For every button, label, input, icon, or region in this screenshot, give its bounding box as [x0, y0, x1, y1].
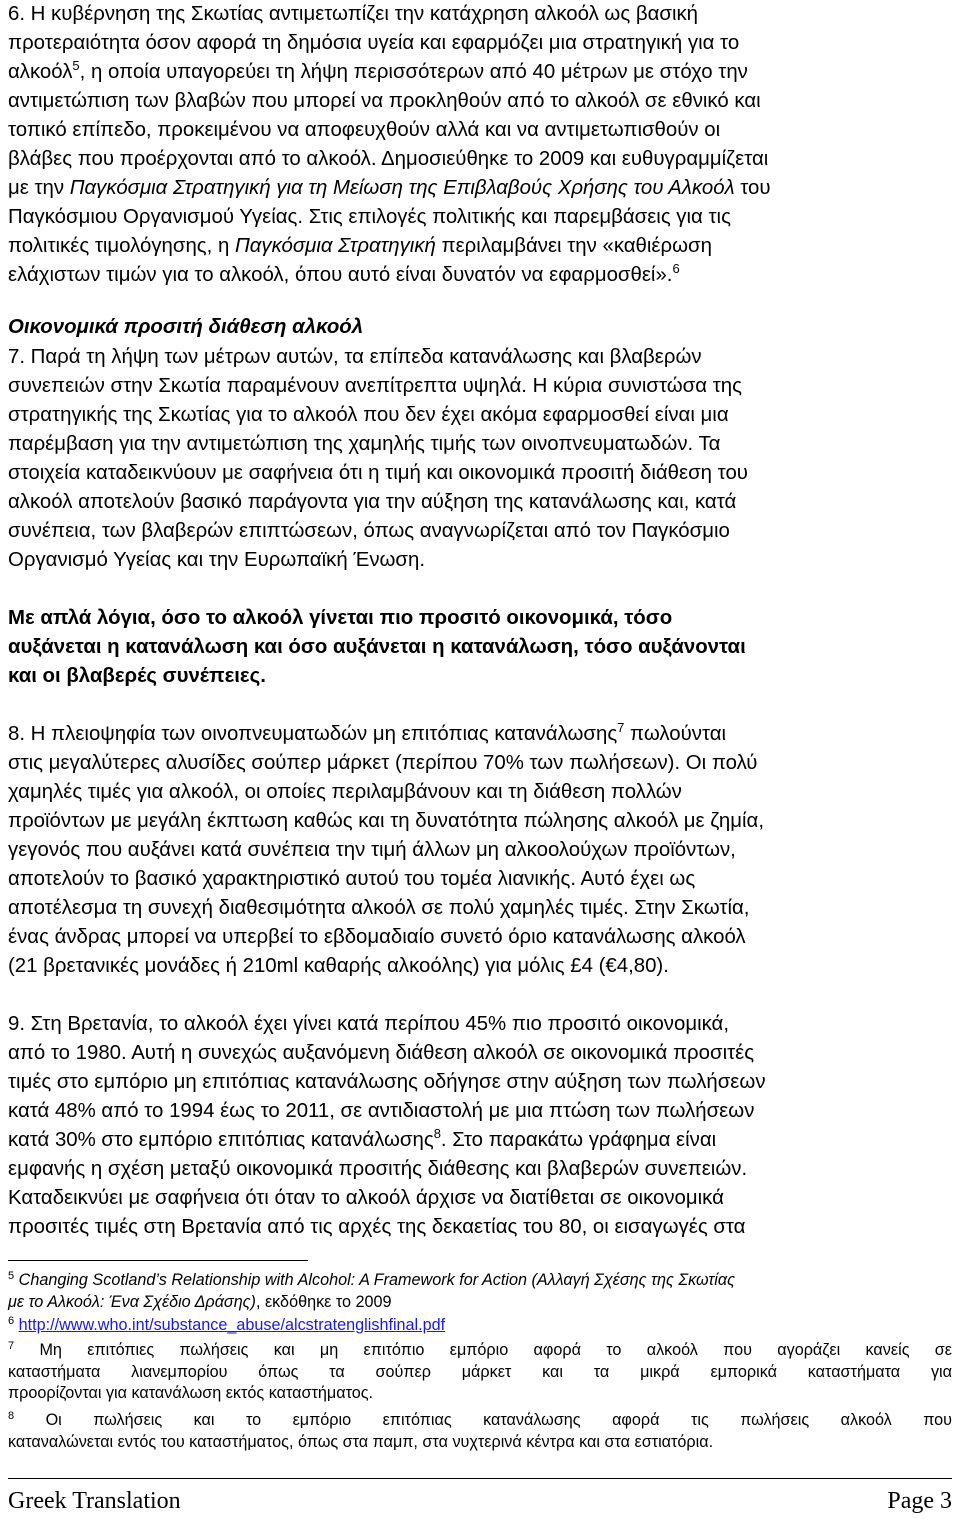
- footnote-number: 6: [8, 1315, 15, 1327]
- text-line: [8, 1270, 952, 1292]
- text-line: στις μεγαλύτερες αλυσίδες σούπερ μάρκετ (περίπου 70% των πωλήσεων). Οι πολύ: [8, 752, 758, 774]
- footer-left: Greek Translation: [8, 1488, 181, 1514]
- section-heading: Οικονομικά προσιτή διάθεση αλκοόλ: [8, 316, 364, 338]
- footnote-ref-5[interactable]: 5: [72, 58, 80, 73]
- paragraph-7: [8, 343, 952, 575]
- text-line: 9. Στη Βρετανία, το αλκοόλ έχει γίνει κατά περίπου 45% πιο προσιτό οικονομικά,: [8, 1013, 729, 1035]
- text-line: ένας άνδρας μπορεί να υπερβεί το εβδομαδιαίο συνετό όριο κατανάλωσης αλκοόλ: [8, 926, 746, 948]
- text-span: κατά 30% στο εμπόριο επιτόπιας κατανάλωσης: [8, 1129, 434, 1151]
- text-span: με την: [8, 177, 65, 199]
- footnote-title: Changing Scotland’s Relationship with Alcohol: A Framework for Action (Αλλαγή Σχέσης της Σκωτίας: [18, 1271, 735, 1289]
- text-line: [8, 58, 952, 87]
- text-line: Οργανισμό Υγείας και την Ευρωπαϊκή Ένωση.: [8, 549, 426, 571]
- text-line: [8, 174, 952, 203]
- text-line: γεγονός που αυξάνει κατά συνέπεια την τιμή άλλων μη αλκοολούχων προϊόντων,: [8, 839, 736, 861]
- text-line: [8, 261, 952, 290]
- footer-divider: [8, 1478, 952, 1479]
- text-span: , η οποία υπαγορεύει τη λήψη περισσότερων από 40 μέτρων με στόχο την: [79, 61, 748, 83]
- footnote-ref-8[interactable]: 8: [433, 1126, 441, 1141]
- strategy-title: Παγκόσμια Στρατηγική για τη Μείωση της Επιβλαβούς Χρήσης του Αλκοόλ: [69, 177, 735, 199]
- footnote-ref-6[interactable]: 6: [672, 261, 680, 276]
- text-line: χαμηλές τιμές για αλκοόλ, οι οποίες περιλαμβάνουν και τη διάθεση πολλών: [8, 781, 682, 803]
- paragraph-6: [8, 0, 952, 290]
- page-number: Page 3: [887, 1488, 952, 1514]
- text-line: προτεραιότητα όσον αφορά τη δημόσια υγεία και εφαρμόζει μια στρατηγική για το: [8, 32, 740, 54]
- footnote-number: 5: [8, 1270, 15, 1282]
- text-span: Οι πωλήσεις και το εμπόριο επιτόπιας κατανάλωσης αφορά τις πωλήσεις αλκοόλ που: [45, 1411, 953, 1429]
- text-line: (21 βρετανικές μονάδες ή 210ml καθαρής αλκοόλης) για μόλις £4 (€4,80).: [8, 955, 669, 977]
- text-span: περιλαμβάνει την «καθιέρωση: [441, 235, 712, 257]
- footnote-8: [8, 1410, 952, 1453]
- text-line: τιμές στο εμπόριο μη επιτόπιας κατανάλωσης οδήγησε στην αύξηση των πωλήσεων: [8, 1071, 766, 1093]
- footnote-number: 7: [8, 1340, 15, 1352]
- text-line: αντιμετώπιση των βλαβών που μπορεί να προκληθούν από το αλκοόλ σε εθνικό και: [8, 90, 761, 112]
- footnote-7: [8, 1340, 952, 1405]
- text-line: [8, 1340, 952, 1362]
- text-line: προϊόντων με μεγάλη έκπτωση καθώς και τη δυνατότητα πώλησης αλκοόλ με ζημία,: [8, 810, 765, 832]
- text-span: του: [740, 177, 771, 199]
- text-line: στρατηγικής της Σκωτίας για το αλκοόλ που δεν έχει ακόμα εφαρμοσθεί είναι μια: [8, 404, 729, 426]
- text-line: Παγκόσμιου Οργανισμού Υγείας. Στις επιλογές πολιτικής και παρεμβάσεις για τις: [8, 206, 731, 228]
- footnote-divider: [8, 1260, 308, 1261]
- text-line: αποτέλεσμα τη συνεχή διαθεσιμότητα αλκοόλ σε πολύ χαμηλές τιμές. Στην Σκωτία,: [8, 897, 750, 919]
- text-line: [8, 232, 952, 261]
- text-span: πολιτικές τιμολόγησης, η: [8, 235, 230, 257]
- text-line: και οι βλαβερές συνέπειες.: [8, 665, 266, 687]
- text-line: 7. Παρά τη λήψη των μέτρων αυτών, τα επίπεδα κατανάλωσης και βλαβερών: [8, 346, 702, 368]
- text-line: [8, 1292, 952, 1314]
- bold-statement: [8, 604, 952, 691]
- text-line: βλάβες που προέρχονται από το αλκοόλ. Δημοσιεύθηκε το 2009 και ευθυγραμμίζεται: [8, 148, 769, 170]
- text-span: αλκοόλ: [8, 61, 73, 83]
- text-line: συνεπειών στην Σκωτία παραμένουν ανεπίτρεπτα υψηλά. Η κύρια συνιστώσα της: [8, 375, 742, 397]
- text-span: πωλούνται: [624, 723, 727, 745]
- text-line: κατά 48% από το 1994 έως το 2011, σε αντιδιαστολή με μια πτώση των πωλήσεων: [8, 1100, 755, 1122]
- text-span: ελάχιστων τιμών για το αλκοόλ, όπου αυτό είναι δυνατόν να εφαρμοσθεί».: [8, 264, 673, 286]
- footnote-5: [8, 1270, 952, 1313]
- text-line: εμφανής η σχέση μεταξύ οικονομικά προσιτής διάθεσης και βλαβερών συνεπειών.: [8, 1158, 748, 1180]
- text-line: αποτελούν το βασικό χαρακτηριστικό αυτού του τομέα λιανικής. Αυτό έχει ως: [8, 868, 696, 890]
- paragraph-8: [8, 720, 952, 981]
- text-line: [8, 1315, 952, 1337]
- text-line: αυξάνεται η κατανάλωση και όσο αυξάνεται η κατανάλωση, τόσο αυξάνονται: [8, 636, 746, 658]
- footnote-ref-7[interactable]: 7: [617, 720, 625, 735]
- text-line: προσιτές τιμές στη Βρετανία από τις αρχές της δεκαετίας του 80, οι εισαγωγές στα: [8, 1216, 746, 1238]
- text-line: παρέμβαση για την αντιμετώπιση της χαμηλής τιμής των οινοπνευματωδών. Τα: [8, 433, 721, 455]
- text-span: 8. Η πλειοψηφία των οινοπνευματωδών μη επιτόπιας κατανάλωσης: [8, 723, 618, 745]
- strategy-title-short: Παγκόσμια Στρατηγική: [234, 235, 436, 257]
- text-line: [8, 1126, 952, 1155]
- text-line: Καταδεικνύει με σαφήνεια ότι όταν το αλκοόλ άρχισε να διατίθεται σε οικονομικά: [8, 1187, 724, 1209]
- text-span: Μη επιτόπιες πωλήσεις και μη επιτόπιο εμπόριο αφορά το αλκοόλ που αγοράζει κανείς σε: [39, 1341, 953, 1359]
- text-line: 6. Η κυβέρνηση της Σκωτίας αντιμετωπίζει την κατάχρηση αλκοόλ ως βασική: [8, 3, 699, 25]
- who-strategy-link[interactable]: http://www.who.int/substance_abuse/alcstratenglishfinal.pdf: [18, 1316, 446, 1334]
- text-line: τοπικό επίπεδο, προκειμένου να αποφευχθούν αλλά και να αντιμετωπισθούν οι: [8, 119, 721, 141]
- text-line: καταστήματα λιανεμπορίου όπως τα σούπερ μάρκετ και τα μικρά εμπορικά καταστήματα για: [8, 1362, 952, 1381]
- text-line: [8, 720, 952, 749]
- text-line: στοιχεία καταδεικνύουν με σαφήνεια ότι η τιμή και οικονομικά προσιτή διάθεση του: [8, 462, 748, 484]
- text-line: Με απλά λόγια, όσο το αλκοόλ γίνεται πιο προσιτό οικονομικά, τόσο: [8, 607, 673, 629]
- text-line: από το 1980. Αυτή η συνεχώς αυξανόμενη διάθεση αλκοόλ σε οικονομικά προσιτές: [8, 1042, 755, 1064]
- footnote-6: [8, 1315, 952, 1337]
- footnote-title: με το Αλκοόλ: Ένα Σχέδιο Δράσης): [8, 1292, 256, 1311]
- text-span: . Στο παρακάτω γράφημα είναι: [440, 1129, 717, 1151]
- text-line: καταναλώνεται εντός του καταστήματος, όπως στα παμπ, στα νυχτερινά κέντρα και στα εστιατόρια.: [8, 1432, 714, 1451]
- text-line: προορίζονται για κατανάλωση εκτός καταστήματος.: [8, 1384, 374, 1402]
- text-line: συνέπεια, των βλαβερών επιπτώσεων, όπως αναγνωρίζεται από τον Παγκόσμιο: [8, 520, 730, 542]
- footnote-number: 8: [8, 1410, 15, 1422]
- text-line: αλκοόλ αποτελούν βασικό παράγοντα για την αύξηση της κατανάλωσης και, κατά: [8, 491, 737, 513]
- text-span: , εκδόθηκε το 2009: [255, 1292, 392, 1311]
- paragraph-9: [8, 1010, 952, 1242]
- text-line: [8, 1410, 952, 1432]
